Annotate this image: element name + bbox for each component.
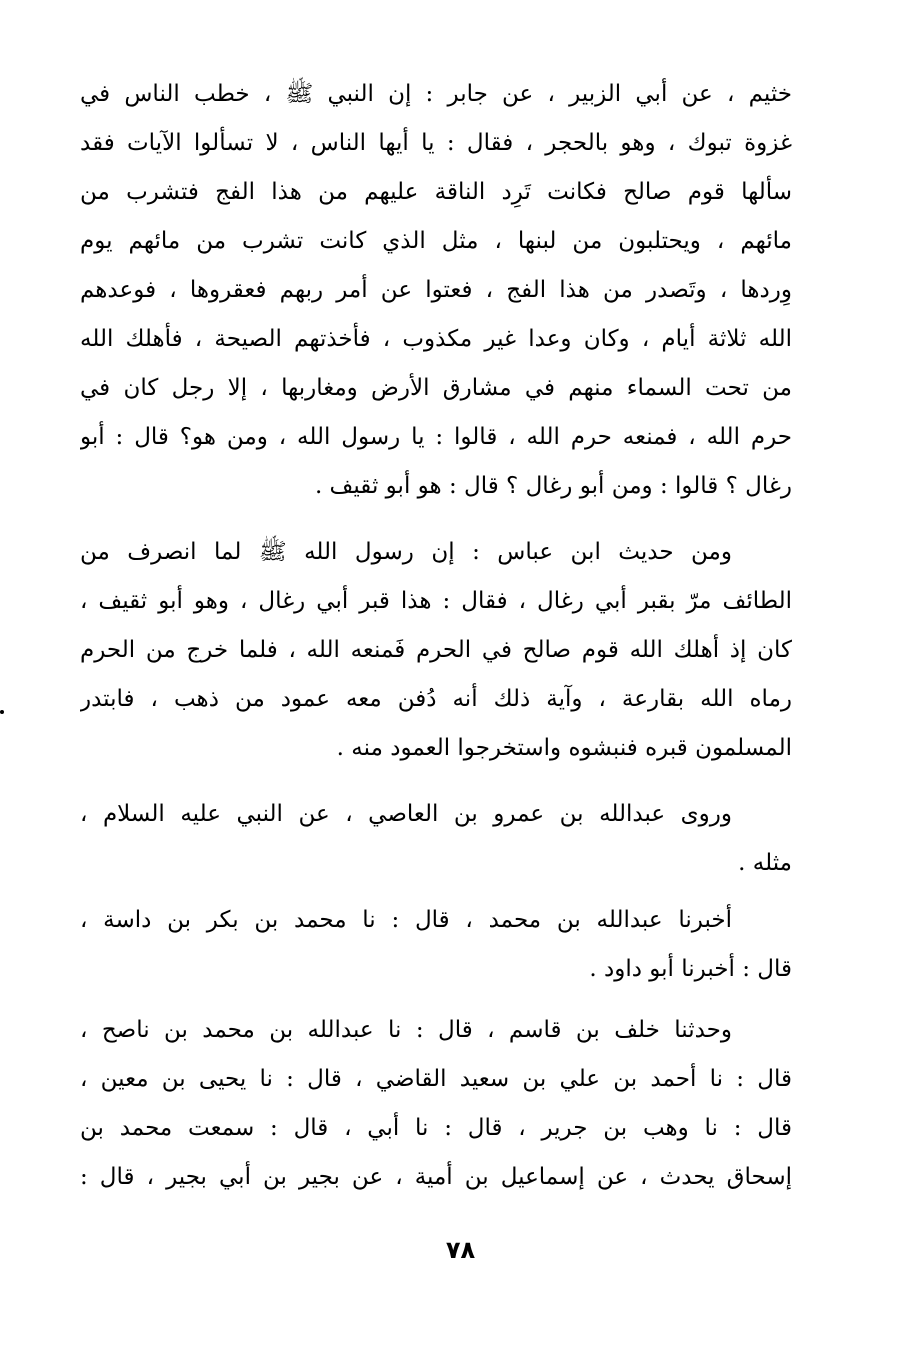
text-line: حرم الله ، فمنعه حرم الله ، قالوا : يا رسول الله ، ومن هو؟ قال : أبو [80, 424, 792, 450]
text-line: سألها قوم صالح فكانت تَرِد الناقة عليهم من هذا الفج فتشرب من [80, 179, 792, 205]
page-number: ٧٨ [445, 1236, 476, 1264]
text-line: أخبرنا عبدالله بن محمد ، قال : نا محمد بن بكر بن داسة ، [80, 907, 732, 933]
text-line: قال : نا أحمد بن علي بن سعيد القاضي ، قال : نا يحيى بن معين ، [80, 1066, 792, 1092]
text-line: رغال ؟ قالوا : ومن أبو رغال ؟ قال : هو أبو ثقيف . [314, 473, 792, 499]
paragraph-abdullah-ibn-amr [80, 790, 792, 888]
text-line: مائهم ، ويحتلبون من لبنها ، مثل الذي كانت تشرب من مائهم يوم [80, 228, 792, 254]
margin-mark [0, 710, 4, 714]
text-line: الله ثلاثة أيام ، وكان وعدا غير مكذوب ، فأخذتهم الصيحة ، فأهلك الله [80, 326, 792, 352]
paragraph-isnad-khalaf [80, 1006, 792, 1202]
paragraph-hadith-ibn-abbas [80, 528, 792, 773]
text-line: وحدثنا خلف بن قاسم ، قال : نا عبدالله بن محمد بن ناصح ، [80, 1017, 732, 1043]
text-line: من تحت السماء منهم في مشارق الأرض ومغاربها ، إلا رجل كان في [80, 375, 792, 401]
text-line: خثيم ، عن أبي الزبير ، عن جابر : إن النبي ﷺ ، خطب الناس في [80, 81, 792, 107]
text-line: كان إذ أهلك الله قوم صالح في الحرم فَمنعه الله ، فلما خرج من الحرم [80, 637, 792, 663]
text-line: وِردها ، وتَصدر من هذا الفج ، فعتوا عن أمر ربهم فعقروها ، فوعدهم [80, 277, 792, 303]
paragraph-hadith-jabir [80, 70, 792, 511]
text-line: قال : أخبرنا أبو داود . [589, 956, 792, 982]
text-line: غزوة تبوك ، وهو بالحجر ، فقال : يا أيها الناس ، لا تسألوا الآيات فقد [80, 130, 792, 156]
paragraph-isnad-abu-dawud [80, 896, 792, 994]
text-line: وروى عبدالله بن عمرو بن العاصي ، عن النبي عليه السلام ، [80, 801, 732, 827]
text-line: الطائف مرّ بقبر أبي رغال ، فقال : هذا قبر أبي رغال ، وهو أبو ثقيف ، [80, 588, 792, 614]
text-line: رماه الله بقارعة ، وآية ذلك أنه دُفن معه عمود من ذهب ، فابتدر [80, 686, 792, 712]
text-line: قال : نا وهب بن جرير ، قال : نا أبي ، قال : سمعت محمد بن [80, 1115, 792, 1141]
text-line: المسلمون قبره فنبشوه واستخرجوا العمود منه . [336, 735, 792, 761]
text-line: ومن حديث ابن عباس : إن رسول الله ﷺ لما انصرف من [80, 539, 732, 565]
text-line: مثله . [738, 850, 792, 876]
text-line: إسحاق يحدث ، عن إسماعيل بن أمية ، عن بجير بن أبي بجير ، قال : [80, 1164, 792, 1190]
